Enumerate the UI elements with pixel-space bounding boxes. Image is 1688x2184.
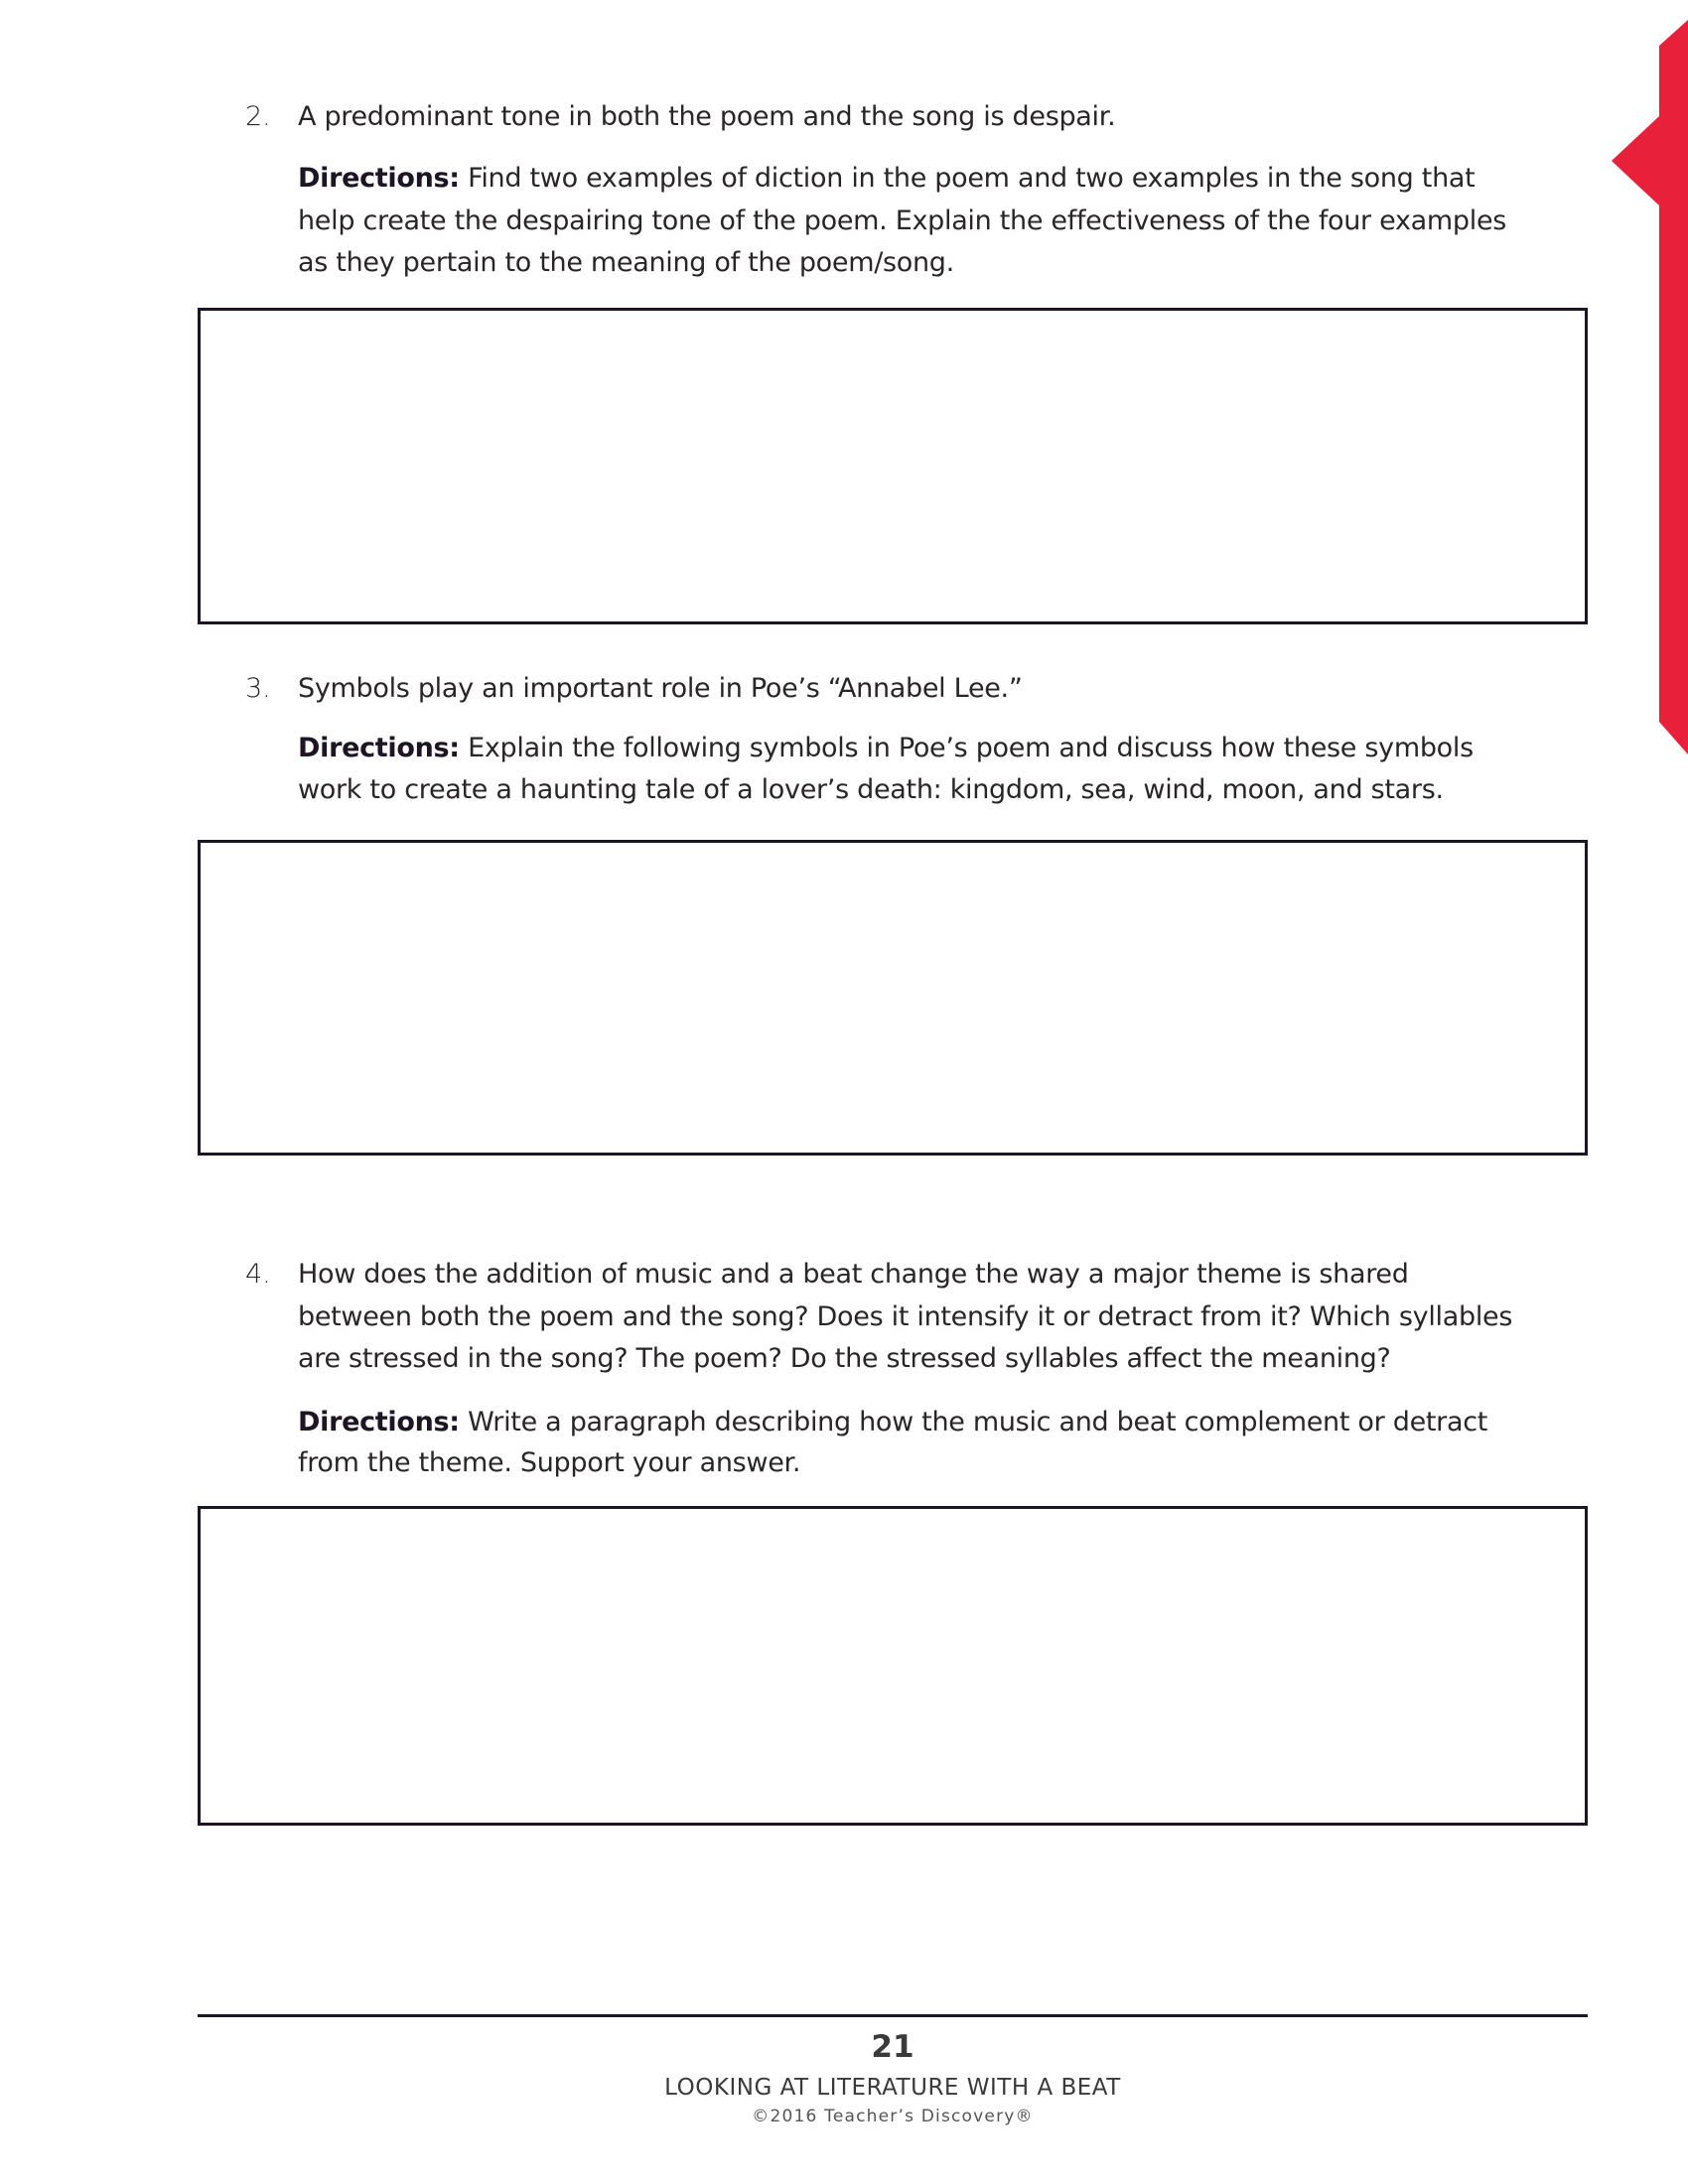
question-number: 2. <box>245 101 271 132</box>
question-prompt: Symbols play an important role in Poe’s “Annabel Lee.” <box>298 673 1023 704</box>
question-prompt: A predominant tone in both the poem and the song is despair. <box>298 101 1116 132</box>
question-prompt: are stressed in the song? The poem? Do the stressed syllables affect the meaning? <box>298 1343 1391 1374</box>
directions-text: work to create a haunting tale of a lover’s death: kingdom, sea, wind, moon, and stars. <box>298 774 1444 805</box>
question-prompt: How does the addition of music and a beat change the way a major theme is shared <box>298 1259 1409 1290</box>
answer-box-4[interactable] <box>198 1506 1588 1826</box>
page-number: 21 <box>871 2029 914 2065</box>
footer-divider <box>198 2014 1588 2017</box>
directions-text: Explain the following symbols in Poe’s poem and discuss how these symbols <box>459 733 1474 763</box>
directions-label: Directions: <box>298 733 460 763</box>
question-number: 3. <box>245 673 271 704</box>
directions-line <box>298 735 1474 761</box>
directions-line <box>298 165 1475 192</box>
directions-text: Find two examples of diction in the poem and two examples in the song that <box>459 163 1476 194</box>
directions-text: as they pertain to the meaning of the poem/song. <box>298 247 954 278</box>
directions-label: Directions: <box>298 163 460 194</box>
question-number: 4. <box>245 1259 271 1290</box>
answer-box-2[interactable] <box>198 308 1588 624</box>
directions-label: Directions: <box>298 1407 460 1437</box>
directions-text: help create the despairing tone of the poem. Explain the effectiveness of the four examples <box>298 205 1507 236</box>
answer-box-3[interactable] <box>198 840 1588 1156</box>
copyright-notice: ©2016 Teacher’s Discovery® <box>752 2107 1034 2126</box>
series-title: LOOKING AT LITERATURE WITH A BEAT <box>664 2075 1121 2101</box>
directions-text: from the theme. Support your answer. <box>298 1447 801 1478</box>
red-tab-shape <box>1612 20 1688 754</box>
directions-text: Write a paragraph describing how the music and beat complement or detract <box>459 1407 1488 1437</box>
directions-line <box>298 1409 1487 1435</box>
question-prompt: between both the poem and the song? Does it intensify it or detract from it? Which syllables <box>298 1301 1513 1332</box>
